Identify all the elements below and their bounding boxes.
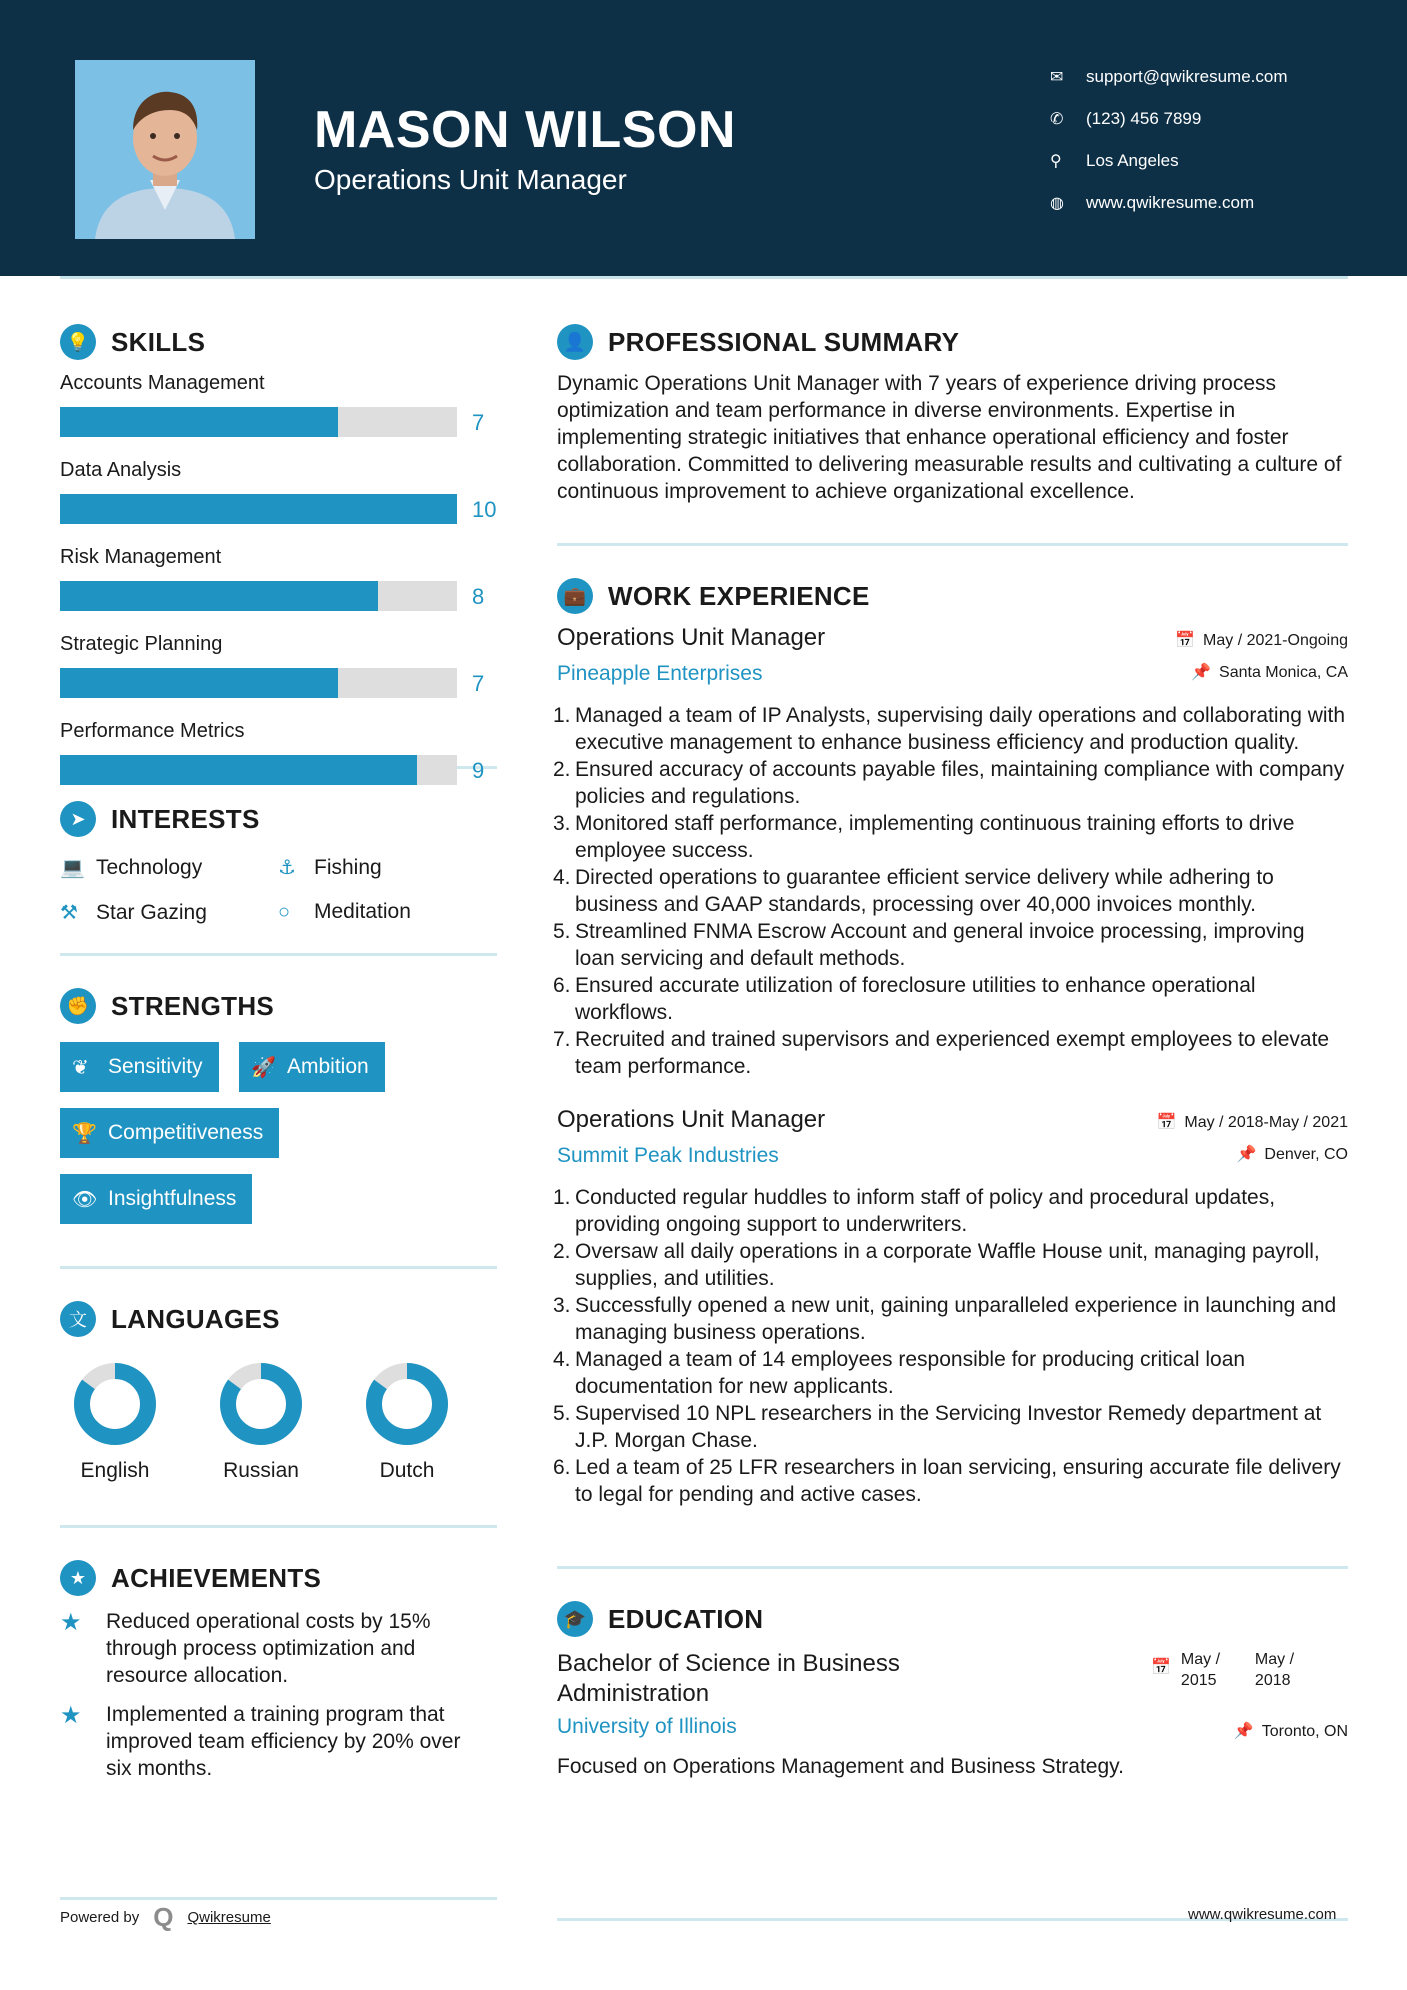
user-icon: 👤 xyxy=(557,324,593,360)
duty-text: Led a team of 25 LFR researchers in loan servicing, ensuring accurate file delivery to legal for pending and active cases. xyxy=(575,1456,1341,1506)
language-item xyxy=(206,1359,316,1483)
education-title: EDUCATION xyxy=(608,1603,764,1634)
skill-item xyxy=(60,407,497,522)
footer-website[interactable]: www.qwikresume.com xyxy=(1188,1906,1337,1923)
interest-item xyxy=(278,855,382,880)
experience-heading xyxy=(557,574,1348,618)
duty-text: Successfully opened a new unit, gaining unparalleled experience in launching and managing business operations. xyxy=(575,1294,1337,1344)
duty-item xyxy=(553,1292,1348,1346)
candidate-role: Operations Unit Manager xyxy=(314,164,627,195)
section-divider xyxy=(557,543,1348,546)
skills-title: SKILLS xyxy=(111,326,206,357)
strengths-title: STRENGTHS xyxy=(111,990,275,1021)
profile-photo-image xyxy=(75,60,255,239)
star-badge-icon: ★ xyxy=(60,1560,96,1596)
job-location-text: Santa Monica, CA xyxy=(1219,664,1348,681)
education-dates xyxy=(1151,1649,1329,1691)
strength-chip xyxy=(60,1108,279,1158)
interest-label: Meditation xyxy=(314,900,411,923)
education-description: Focused on Operations Management and Business Strategy. xyxy=(557,1755,1124,1778)
language-ring xyxy=(70,1359,160,1449)
duty-item xyxy=(553,756,1348,810)
experience-title: WORK EXPERIENCE xyxy=(608,580,870,611)
skill-bar-track xyxy=(60,755,457,785)
contact-email-text: support@qwikresume.com xyxy=(1086,67,1288,86)
duty-number: 1. xyxy=(553,704,571,727)
candidate-name: MASON WILSON xyxy=(314,101,736,159)
duty-text: Monitored staff performance, implementing continuous training efforts to drive employee success. xyxy=(575,812,1295,862)
contact-list xyxy=(1050,56,1288,224)
header xyxy=(0,0,1407,276)
duty-text: Streamlined FNMA Escrow Account and general invoice processing, improving loan servicing and default methods. xyxy=(575,920,1305,970)
rocket-icon: 🚀 xyxy=(251,1056,276,1079)
profile-photo xyxy=(75,60,255,239)
contact-website[interactable] xyxy=(1050,182,1288,224)
language-ring xyxy=(216,1359,306,1449)
job-header xyxy=(557,1106,1348,1172)
interests-list xyxy=(60,853,497,945)
skill-value: 7 xyxy=(472,671,485,696)
education-school: University of Illinois xyxy=(557,1715,737,1738)
brand-link[interactable]: Qwikresume xyxy=(187,1909,271,1926)
duty-item xyxy=(553,702,1348,756)
skill-name: Performance Metrics xyxy=(60,720,245,742)
skill-name: Risk Management xyxy=(60,546,222,568)
eye-icon: 👁 xyxy=(72,1188,98,1211)
job-title: Operations Unit Manager xyxy=(557,624,826,651)
contact-location xyxy=(1050,140,1288,182)
section-divider xyxy=(557,1566,1348,1569)
summary-text: Dynamic Operations Unit Manager with 7 years of experience driving process optimization and team performance in diverse environments. Expertise in implementing strategic initiatives that enhance operational efficiency and foster collaboration. Committed to delivering measurable results and cultivating a culture of continuous improvement to achieve organizational excellence. xyxy=(557,372,1342,503)
anchor-icon: ⚓ xyxy=(278,857,296,879)
duty-number: 7. xyxy=(553,1028,571,1051)
skill-value: 7 xyxy=(472,410,485,435)
duty-number: 5. xyxy=(553,920,571,943)
contact-email[interactable] xyxy=(1050,56,1288,98)
interests-title: INTERESTS xyxy=(111,803,260,834)
strength-label: Sensitivity xyxy=(108,1055,203,1078)
education-degree: Bachelor of Science in Business Administration xyxy=(557,1650,900,1707)
achievements-list xyxy=(60,1608,497,1782)
section-divider xyxy=(60,1525,497,1528)
skill-name: Data Analysis xyxy=(60,459,182,481)
duty-number: 1. xyxy=(553,1186,571,1209)
pushpin-icon: 📌 xyxy=(1191,664,1212,681)
duty-number: 4. xyxy=(553,866,571,889)
translate-icon: 文 xyxy=(60,1301,96,1337)
strength-chip xyxy=(239,1042,385,1092)
interest-item xyxy=(60,855,202,880)
job-header xyxy=(557,624,1348,690)
paper-plane-icon: ➤ xyxy=(60,801,96,837)
hammer-icon: ⚒ xyxy=(60,902,78,924)
achievement-text: Reduced operational costs by 15% through process optimization and resource allocation. xyxy=(106,1610,431,1687)
job-company: Pineapple Enterprises xyxy=(557,662,763,685)
skill-value: 8 xyxy=(472,584,485,609)
strength-label: Ambition xyxy=(287,1055,369,1078)
contact-location-text: Los Angeles xyxy=(1086,151,1179,170)
section-divider xyxy=(60,1266,497,1269)
leaf-icon: ❦ xyxy=(72,1056,89,1079)
right-column xyxy=(553,320,1348,1779)
duty-number: 3. xyxy=(553,812,571,835)
duty-text: Conducted regular huddles to inform staff of policy and procedural updates, providing ongoing support to underwriters. xyxy=(575,1186,1276,1236)
language-name: Dutch xyxy=(379,1459,435,1482)
duty-item xyxy=(553,1238,1348,1292)
job-location xyxy=(1236,1144,1348,1164)
qwikresume-logo-icon: Q xyxy=(153,1902,174,1932)
job-company: Summit Peak Industries xyxy=(557,1144,779,1167)
skill-name: Strategic Planning xyxy=(60,633,223,655)
briefcase-icon: 💼 xyxy=(557,578,593,614)
job-duties xyxy=(553,1184,1348,1508)
language-item xyxy=(60,1359,170,1483)
strength-chip xyxy=(60,1042,219,1092)
skill-item xyxy=(60,320,497,435)
language-ring xyxy=(362,1359,452,1449)
interest-label: Fishing xyxy=(314,855,382,879)
duty-item xyxy=(553,1400,1348,1454)
duty-number: 2. xyxy=(553,758,571,781)
laptop-icon: 💻 xyxy=(60,857,85,879)
strength-chip xyxy=(60,1174,252,1224)
interest-label: Technology xyxy=(96,855,203,879)
duty-number: 2. xyxy=(553,1240,571,1263)
calendar-icon: 📅 xyxy=(1156,1114,1177,1131)
duty-number: 5. xyxy=(553,1402,571,1425)
section-divider xyxy=(60,953,497,956)
achievements-title: ACHIEVEMENTS xyxy=(111,1562,322,1593)
strength-label: Insightfulness xyxy=(108,1187,237,1210)
job-title: Operations Unit Manager xyxy=(557,1106,826,1133)
powered-by-label: Powered by xyxy=(60,1909,140,1926)
fist-icon: ✊ xyxy=(60,988,96,1024)
duty-item xyxy=(553,1346,1348,1400)
phone-icon: ✆ xyxy=(1050,111,1064,128)
duty-text: Supervised 10 NPL researchers in the Servicing Investor Remedy department at J.P. Morgan Chase. xyxy=(575,1402,1322,1452)
job-location xyxy=(1191,662,1348,682)
language-name: English xyxy=(80,1459,150,1482)
skill-value: 10 xyxy=(472,497,497,522)
duty-number: 4. xyxy=(553,1348,571,1371)
language-item xyxy=(352,1359,462,1483)
pushpin-icon: 📌 xyxy=(1236,1146,1257,1163)
duty-number: 6. xyxy=(553,974,571,997)
contact-website-text: www.qwikresume.com xyxy=(1086,193,1255,212)
interest-item xyxy=(278,900,411,924)
duty-item xyxy=(553,810,1348,864)
duty-item xyxy=(553,1454,1348,1508)
languages-heading xyxy=(60,1297,497,1341)
globe-icon: ◍ xyxy=(1050,195,1064,212)
interests-heading xyxy=(60,797,497,841)
circle-icon: ○ xyxy=(278,900,291,923)
education-entry xyxy=(557,1649,1348,1745)
achievement-item xyxy=(60,1608,497,1689)
duty-number: 6. xyxy=(553,1456,571,1479)
achievements-heading xyxy=(60,1556,497,1600)
duty-text: Ensured accurate utilization of foreclosure utilities to enhance operational workflows. xyxy=(575,974,1256,1024)
job-dates xyxy=(1175,630,1348,650)
achievement-item xyxy=(60,1701,497,1782)
duty-item xyxy=(553,1026,1348,1080)
skill-item xyxy=(60,581,497,696)
powered-by xyxy=(60,1902,271,1933)
footer-divider-left xyxy=(60,1897,497,1900)
map-pin-icon: ⚲ xyxy=(1050,153,1062,170)
duty-text: Managed a team of 14 employees responsible for producing critical loan documentation for new applicants. xyxy=(575,1348,1246,1398)
duty-item xyxy=(553,972,1348,1026)
skill-bar-fill xyxy=(60,755,417,785)
graduation-cap-icon: 🎓 xyxy=(557,1601,593,1637)
duty-text: Directed operations to guarantee efficient service delivery while adhering to business and GAAP standards, processing over 40,000 invoices monthly. xyxy=(575,866,1274,916)
duty-text: Oversaw all daily operations in a corporate Waffle House unit, managing payroll, supplies, and utilities. xyxy=(575,1240,1320,1290)
education-start: May / 2015 xyxy=(1180,1651,1221,1689)
strengths-list xyxy=(60,1042,497,1228)
skill-name: Accounts Management xyxy=(60,372,265,394)
job-dates-text: May / 2021-Ongoing xyxy=(1203,632,1348,649)
job-entry xyxy=(553,624,1348,1080)
duty-text: Recruited and trained supervisors and experienced exempt employees to elevate team performance. xyxy=(575,1028,1330,1078)
strengths-heading xyxy=(60,984,497,1028)
calendar-icon: 📅 xyxy=(1151,1659,1171,1676)
job-dates-text: May / 2018-May / 2021 xyxy=(1184,1114,1348,1131)
languages-title: LANGUAGES xyxy=(111,1303,280,1334)
job-duties xyxy=(553,702,1348,1080)
duty-item xyxy=(553,864,1348,918)
interest-label: Star Gazing xyxy=(96,900,207,924)
skill-value: 9 xyxy=(472,758,485,783)
duty-text: Managed a team of IP Analysts, supervising daily operations and collaborating with executive management to enhance business efficiency and production quality. xyxy=(575,704,1346,754)
strength-label: Competitiveness xyxy=(108,1121,264,1144)
job-location-text: Denver, CO xyxy=(1264,1146,1348,1163)
achievement-text: Implemented a training program that improved team efficiency by 20% over six months. xyxy=(106,1703,461,1780)
job-dates xyxy=(1156,1112,1348,1132)
summary-heading xyxy=(557,320,1348,364)
star-icon: ★ xyxy=(60,1609,82,1636)
education-location xyxy=(1234,1721,1348,1741)
duty-item xyxy=(553,1184,1348,1238)
interest-item xyxy=(60,900,207,925)
job-entry xyxy=(553,1106,1348,1508)
duty-text: Ensured accuracy of accounts payable files, maintaining compliance with company policies and regulations. xyxy=(575,758,1345,808)
star-icon: ★ xyxy=(60,1702,82,1729)
language-name: Russian xyxy=(223,1459,299,1482)
trophy-icon: 🏆 xyxy=(72,1122,97,1145)
summary-title: PROFESSIONAL SUMMARY xyxy=(608,326,960,357)
languages-list xyxy=(60,1359,497,1505)
education-location-text: Toronto, ON xyxy=(1261,1723,1348,1740)
skills-list xyxy=(60,320,497,783)
contact-phone-text: (123) 456 7899 xyxy=(1086,109,1202,128)
skill-item xyxy=(60,668,497,783)
education-end: May / 2018 xyxy=(1254,1651,1295,1689)
education-heading xyxy=(557,1597,1348,1641)
pushpin-icon: 📌 xyxy=(1233,1723,1254,1740)
duty-number: 3. xyxy=(553,1294,571,1317)
calendar-icon: 📅 xyxy=(1175,632,1196,649)
duty-item xyxy=(553,918,1348,972)
header-divider xyxy=(60,276,1348,279)
left-column xyxy=(60,320,497,1782)
lightbulb-icon: 💡 xyxy=(60,324,96,360)
skill-item xyxy=(60,494,497,609)
contact-phone[interactable] xyxy=(1050,98,1288,140)
envelope-icon: ✉ xyxy=(1050,69,1064,86)
